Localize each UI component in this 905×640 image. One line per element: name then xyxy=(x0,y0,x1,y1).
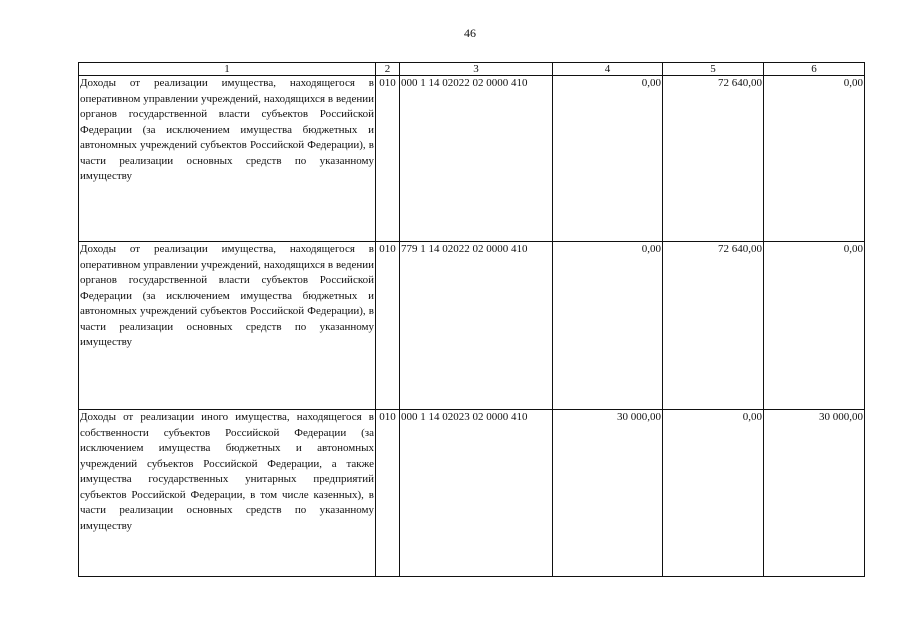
header-col-2: 2 xyxy=(376,63,400,76)
amount-col-4: 0,00 xyxy=(553,242,663,410)
budget-classification-code: 000 1 14 02022 02 0000 410 xyxy=(400,76,553,242)
amount-col-6: 30 000,00 xyxy=(764,410,865,577)
amount-col-4: 0,00 xyxy=(553,76,663,242)
revenue-description: Доходы от реализации иного имущества, находящегося в собственности субъектов Российской Федерации (за исключением имущества бюджетных и автономных учреждений субъектов Российской Федерации, а также имущества государственных унитарных предприятий субъектов Российской Федерации, в том числе казенных), в части реализации основных средств по указанному имуществу xyxy=(79,410,376,577)
admin-code: 010 xyxy=(376,76,400,242)
table-row xyxy=(79,76,865,242)
header-col-4: 4 xyxy=(553,63,663,76)
amount-col-4: 30 000,00 xyxy=(553,410,663,577)
budget-revenue-table xyxy=(78,62,865,577)
table-header-row xyxy=(79,63,865,76)
header-col-1: 1 xyxy=(79,63,376,76)
admin-code: 010 xyxy=(376,410,400,577)
page-number: 46 xyxy=(464,26,476,40)
header-col-5: 5 xyxy=(663,63,764,76)
table-row xyxy=(79,410,865,577)
amount-col-5: 72 640,00 xyxy=(663,242,764,410)
amount-col-6: 0,00 xyxy=(764,242,865,410)
amount-col-6: 0,00 xyxy=(764,76,865,242)
revenue-description: Доходы от реализации имущества, находящегося в оперативном управлении учреждений, находящихся в ведении органов государственной власти субъектов Российской Федерации (за исключением имущества бюджетных и автономных учреждений субъектов Российской Федерации), в части реализации основных средств по указанному имуществу xyxy=(79,76,376,242)
budget-classification-code: 000 1 14 02023 02 0000 410 xyxy=(400,410,553,577)
budget-classification-code: 779 1 14 02022 02 0000 410 xyxy=(400,242,553,410)
table-row xyxy=(79,242,865,410)
admin-code: 010 xyxy=(376,242,400,410)
header-col-6: 6 xyxy=(764,63,865,76)
amount-col-5: 0,00 xyxy=(663,410,764,577)
revenue-description: Доходы от реализации имущества, находящегося в оперативном управлении учреждений, находящихся в ведении органов государственной власти субъектов Российской Федерации (за исключением имущества бюджетных и автономных учреждений субъектов Российской Федерации), в части реализации основных средств по указанному имуществу xyxy=(79,242,376,410)
amount-col-5: 72 640,00 xyxy=(663,76,764,242)
header-col-3: 3 xyxy=(400,63,553,76)
